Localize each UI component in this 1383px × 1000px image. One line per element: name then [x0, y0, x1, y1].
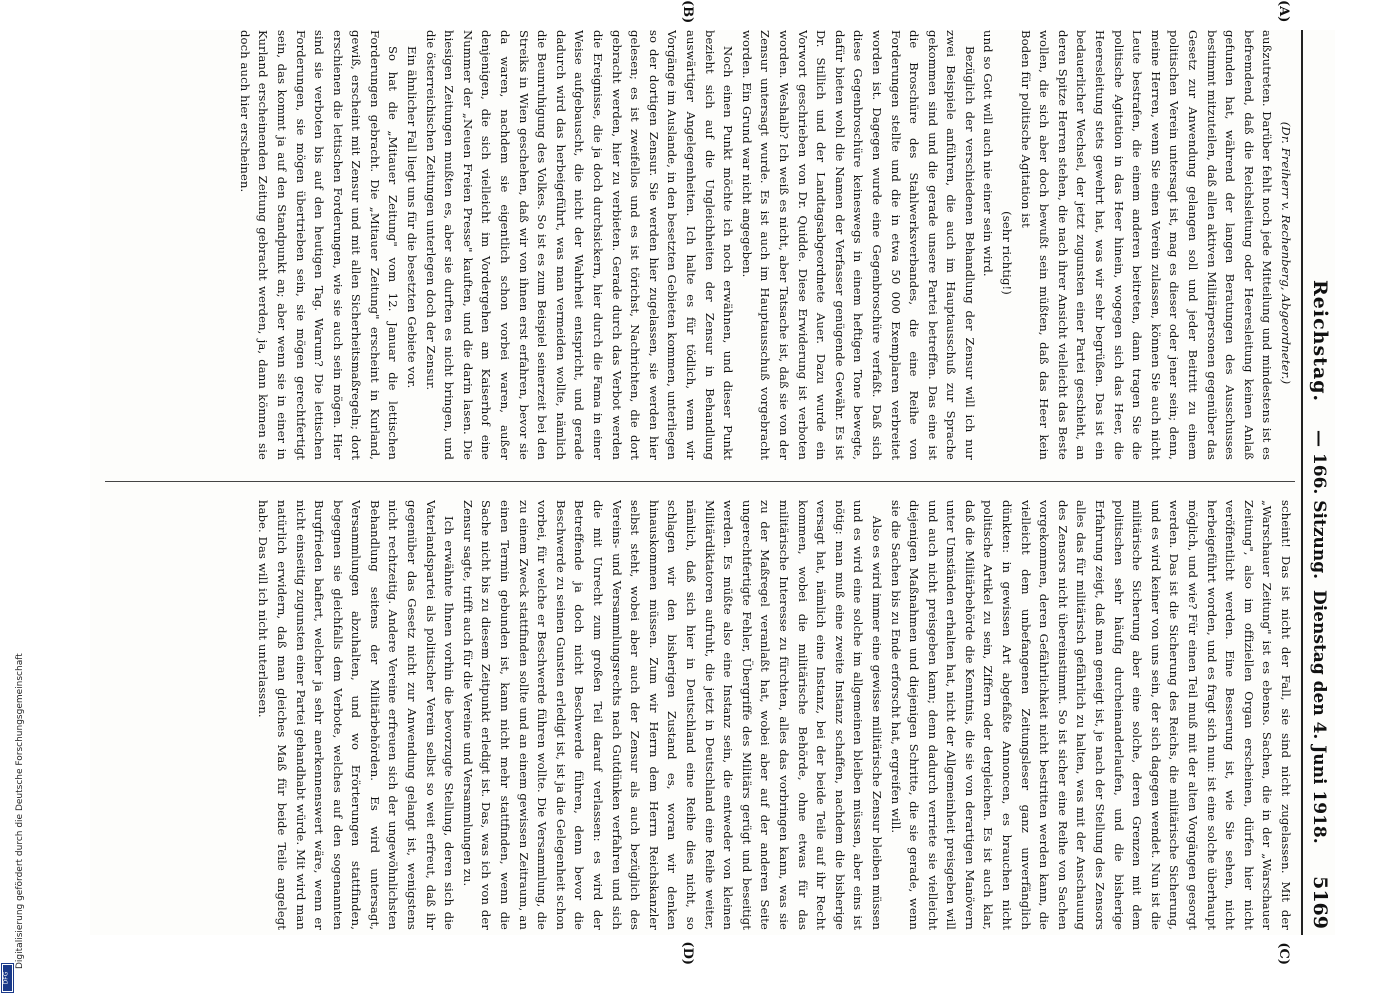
paragraph: Bezüglich der verschiedenen Behandlung der Zensur will ich nur zwei Beispiele anführen, die auch im Hauptausschuß zur Sprache gekommen sind und die gerade unsere Partei betreffen. Das eine ist die Broschüre des Stahlwerksverbandes, die eine Reihe von Forderungen stellte und die in etwa 50 000 Exemplaren verbreitet worden ist. Dagegen wurde eine Gegenbroschüre verfaßt. Daß sich diese Gegenbroschüre keineswegs in einem heftigen Tone bewegte, dafür bieten wohl die Namen der Verfasser genügende Gewähr. Es ist Dr. Stillich und der Landtagsabgeordnete Auer. Dazu wurde ein Vorwort geschrieben von Dr. Quidde. Diese Erwiderung ist verboten worden. Weshalb? Ich weiß es nicht, aber Tatsache ist, daß sie von der Zensur untersagt wurde. Es ist auch im Hauptausschuß vorgebracht worden. Ein Grund war nicht angegeben. [739, 30, 977, 460]
document-page [90, 0, 1335, 965]
header-title: Reichstag. [1309, 280, 1331, 403]
column-divider [105, 481, 1295, 482]
page-number: 5169 [1309, 876, 1331, 929]
paragraph: Also es wird immer eine gewisse militärische Zensur bleiben müssen und es wird eine solche im allgemeinen bleiben müssen, aber eins ist nötig: man muß eine zweite Instanz schaffen, nachdem die bisherige versagt hat, nämlich eine Instanz, bei der beide Teile auf ihr Recht kommen, wobei die militärische Behörde, ohne etwas für das militärische Interesse zu fürchten, alles das vorbringen kann, was sie zu der Maßregel veranlaßt hat, wobei aber auf der anderen Seite ungerechtfertigte Fehler, Übergriffe des Militärs gerügt und beseitigt werden. Es müßte also eine Instanz sein, die entweder von kleinen Militärdiktatoren aufruht, die jetzt in Deutschland eine Reihe weiter, nämlich, daß sich hier in Deutschland eine Reihe dies nicht, so schlagen wir den bisherigen Zustand es, woran wir denken hinauskommen müssen. Zum wir Herrn dem Herrn Reichskanzler selbst steht, wobei aber auch der Zensur als auch bezüglich des Vereins- und Versammlungsrechts nach Gutdünken verfahren und sich die mit Unrecht zum großen Teil darauf verlassen: es wird der Betreffende ja doch nicht Beschwerde führen, denn bevor die Beschwerde zu seinen Gunsten erledigt ist, ist ja die Gelegenheit schon vorbei, für welche er Beschwerde führen wollte. Die Versammlung, die zu einem Zweck stattfinden sollte und an einem gewissen Zeitraum, an einen Termin gebunden ist, kann nicht mehr stattfinden, wenn die Sache nicht bis zu diesem Zeitpunkt erledigt ist. Das, was ich von der Zensur sagte, trifft auch für die Vereine und Versammlungen zu. [460, 500, 884, 930]
header-sitting: — 166. Sitzung. [1309, 430, 1329, 580]
margin-marker-d: (D) [680, 941, 695, 965]
credit-text: Digitalisierung gefördert durch die Deutsche Forschungsgemeinschaft [15, 653, 25, 969]
paragraph: So hat die „Mitauer Zeitung" vom 12. Januar die lettischen Forderungen gebracht. Die „Mitauer Zeitung" erscheint in Kurland, gewiß, erscheint mit Zensur und mit allen Sicherheitsmaßregeln; dort erschienen die lettischen Forderungen, wie sie auch sein mögen. Hier sind sie verboten bis auf den heutigen Tag. Warum? Die lettischen Forderungen, sie mögen übertrieben sein, sie mögen gerechtfertigt sein, das kommt ja auf den Standpunkt an; aber wenn sie in einer in Kurland erscheinenden Zeitung gebracht werden, ja, dann können sie doch auch hier erscheinen. [237, 30, 401, 460]
page-header [1301, 30, 1335, 935]
paragraph: und so Gott will auch nie einer sein wird. [981, 30, 996, 277]
paragraph: Ich erwähnte Ihnen vorhin die bevorzugte Stellung, deren sich die Vaterlandspartei als politischer Verein selbst so weit erfreut, daß ihr gegenüber das Gesetz nicht zur Anwendung gelangt ist, wenigstens nicht rechtzeitig. Andere Vereine erfreuen sich der ungewöhnlichsten Behandlung seitens der Militärbehörden. Es wird untersagt, Versammlungen abzuhalten, und wo Erörterungen stattfinden, begegnen sie gleichfalls dem Verbote, welches auf den sogenannten Burgfrieden bafiert, welcher ja sehr anerkennenswert wäre, wenn er nicht einseitig zugunsten einer Partei gehandhabt würde. Mit wird man natürlich erwidern, daß man gleiches Maß für beide Teile angelegt habe. Das will ich nicht unterlassen. [256, 500, 457, 930]
rotated-page-content [90, 0, 1335, 965]
interjection: (sehr richtig!) [1000, 211, 1015, 295]
left-column [105, 30, 1295, 460]
margin-marker-c: (C) [1276, 942, 1291, 965]
paragraph: außzutreten. Darüber fehlt noch jede Mitteilung und mindestens ist es befremdend, daß die Reichsleitung oder Heeresleitung keinen Anlaß gefunden hat, während der langen Beratungen des Ausschusses bestimmt mitzuteilen, daß allen aktiven Militärpersonen gegenüber das Gesetz zur Anwendung gelangen soll und jeder Beitritt zu einem politischen Verein untersagt ist, mag es dieser oder jener sein; denn, meine Herren, wenn Sie einen Verein zulassen, können Sie auch nicht Leute bestrafen, die einem anderen beitreten, dann tragen Sie die politische Agitation in das Heer hinein, wogegen sich das Heer, die Heeresleitung stets gewehrt hat, was wir sehr begrüßen. Das ist ein bedauerlicher Wechsel, der jetzt zugunsten einer Partei geschieht, an deren Spitze Herren stehen, die nach ihrer Ansicht vielleicht das Beste wollen, die sich aber doch bewußt sein müßten, daß das Heer kein Boden für politische Agitation ist [1018, 30, 1275, 460]
digitization-credit [0, 0, 25, 1000]
paragraph: Noch einen Punkt möchte ich noch erwähnen, und dieser Punkt bezieht sich auf die Ungleichheiten der Zensur in Behandlung auswärtiger Angelegenheiten. Ich halte es für tödlich, wenn wir Vorgänge im Auslande, in den besetzten Gebieten kommen, unterliegen so der dortigen Zensur. Sie werden hier zugelassen, sie werden hier gelesen; es ist zweifellos und es ist törichst, Nachrichten, die dort gebracht werden, hier zu verbieten. Gerade durch das Verbot werden die Ereignisse, die ja doch durchsickern, hier durch die Fama in einer Weise aufgebauscht, die nicht der Wahrheit entspricht, und gerade dadurch wird das herbeigeführt, was man vermeiden wollte, nämlich die Beunruhigung des Volkes. So ist es zum Beispiel seinerzeit bei den Streiks in Wien geschehen, daß wir von ihnen erst erfahren, bevor sie da waren, nachdem sie eigentlich schon vorbei waren, außer denjenigen, die sich vielleicht im Vordergehen am Kaiserhof eine Nummer der „Neuen Freien Presse" kauften, und die darin lasen. Die hiesigen Zeitungen mußten es, aber sie durften es nicht bringen, und die österreichischen Zeitungen unterlegen doch der Zensur. [423, 30, 736, 460]
speaker-line: (Dr. Freiherr v. Rechenberg, Abgeordneter.) [1279, 121, 1293, 385]
paragraph: Ein ähnlicher Fall liegt uns für die besetzten Gebiete vor. [405, 46, 420, 389]
right-column [105, 500, 1295, 930]
margin-marker-a: (A) [1276, 0, 1291, 23]
svg-text:DFG: DFG [2, 971, 10, 985]
header-date: Dienstag den 4. Juni 1918. [1309, 590, 1329, 844]
paragraph: scheint! Das ist nicht der Fall, sie sind nicht zugelassen. Mit der „Warschauer Zeitung" ist es ebenso. Sachen, die in der „Warschauer Zeitung", also im offiziellen Organ erscheinen, dürfen hier nicht veröffentlicht werden. Eine Besserung ist, wie Sie sehen, nicht herbeigeführt worden, und es fragt sich nun: ist eine solche überhaupt möglich, und wie? Für einen Teil muß mit der alten Vorgängen gesorgt werden. Das ist die Sicherung des Reichs, die militärische Sicherung, und es wird keiner von uns sein, der sich dagegen wendet. Nun ist die militärische Sicherung aber eine solche, deren Grenzen mit dem politischen sehr häufig durcheinanderlaufen, und die bisherige Erfahrung zeigt, daß man geneigt ist, je nach der Stellung des Zensors alles das für militärisch gefährlich zu halten, was mit der Anschauung des Zensors nicht übereinstimmt. So ist sicher eine Reihe von Sachen vorgekommen, deren Gefährlichkeit nicht bestritten werden kann, die vielleicht dem unbefangenen Zeitungsleser ganz unverfänglich dünkten: in gewissen Art abgefaßte Annoncen, es brauchen nicht politische Artikel zu sein, Ziffern oder dergleichen. Es ist auch klar, daß die Militärbehörde die Kenntnis, die sie von derartigen Manövern unter Umständen erhalten hat, nicht der Allgemeinheit preisgeben will und auch nicht preisgeben kann; denn dadurch verriete sie vielleicht diejenigen Maßnahmen und diejenigen Schritte, die sie gerade, wenn sie die Sachen bis zu Ende erforscht hat, ergreifen will. [888, 500, 1293, 930]
margin-marker-b: (B) [680, 0, 695, 24]
